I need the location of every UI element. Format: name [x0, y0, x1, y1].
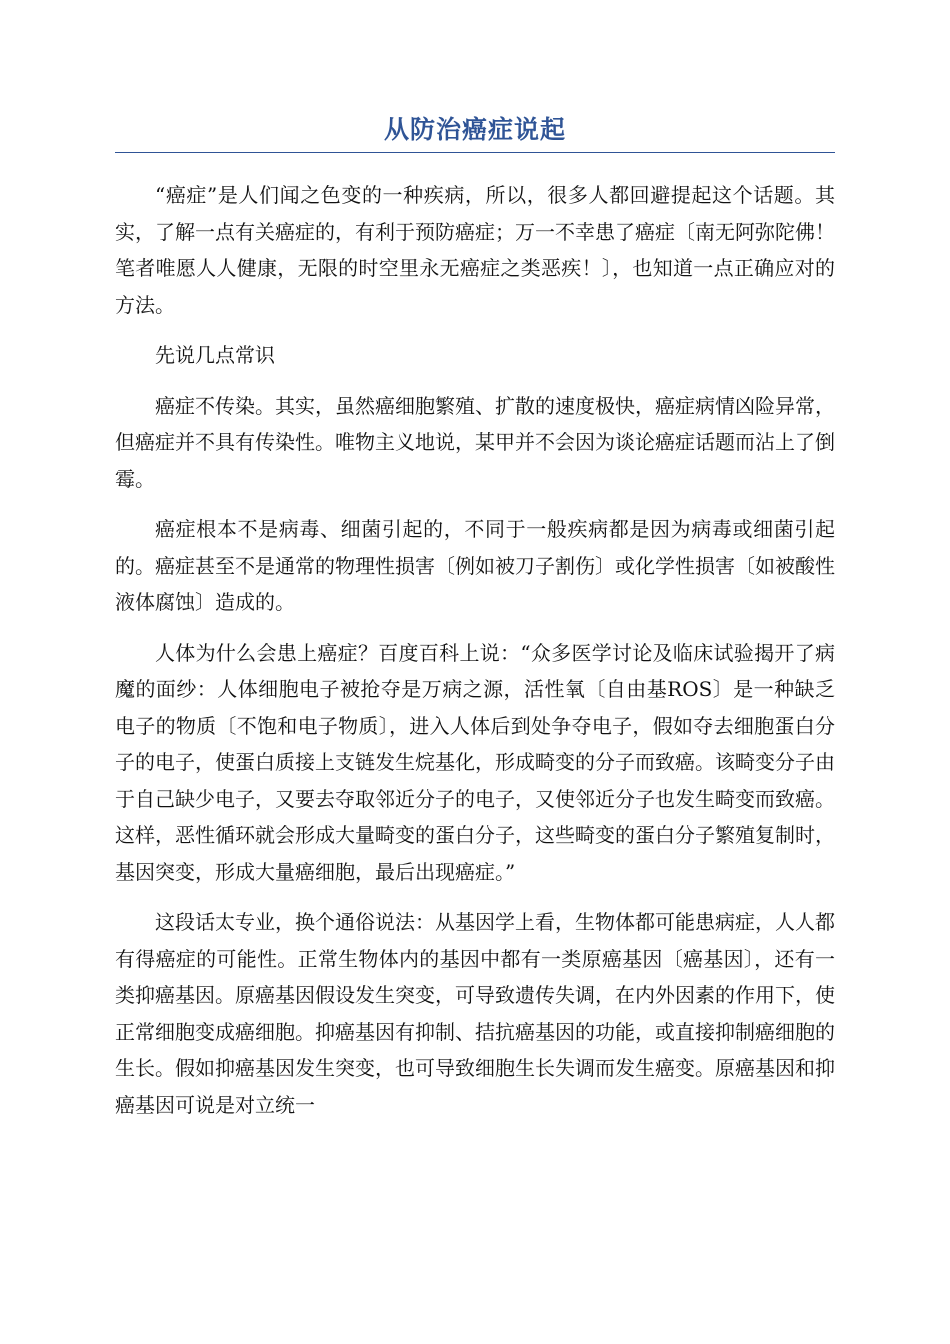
paragraph-not-virus: 癌症根本不是病毒、细菌引起的，不同于一般疾病都是因为病毒或细菌引起的。癌症甚至不是通常的物理性损害〔例如被刀子割伤〕或化学性损害〔如被酸性液体腐蚀〕造成的。: [115, 517, 835, 614]
document-page: [115, 112, 835, 1137]
paragraph-not-contagious: 癌症不传染。其实，虽然癌细胞繁殖、扩散的速度极快，癌症病情凶险异常，但癌症并不具有传染性。唯物主义地说，某甲并不会因为谈论癌症话题而沾上了倒霉。: [115, 393, 835, 491]
document-body: [115, 177, 835, 1123]
paragraph-why-cancer: 人体为什么会患上癌症？百度百科上说：“众多医学讨论及临床试验揭开了病魔的面纱：人体细胞电子被抢夺是万病之源，活性氧〔自由基ROS〕是一种缺乏电子的物质〔不饱和电子物质〕，进入人体后到处争夺电子，假如夺去细胞蛋白分子的电子，使蛋白质接上支链发生烷基化，形成畸变的分子而致癌。该畸变分子由于自己缺少电子，又要去夺取邻近分子的电子，又使邻近分子也发生畸变而致癌。这样，恶性循环就会形成大量畸变的蛋白分子，这些畸变的蛋白分子繁殖复制时，基因突变，形成大量癌细胞，最后出现癌症。”: [115, 640, 835, 884]
paragraph-intro: “癌症”是人们闻之色变的一种疾病，所以，很多人都回避提起这个话题。其实，了解一点有关癌症的，有利于预防癌症；万一不幸患了癌症〔南无阿弥陀佛！笔者唯愿人人健康，无限的时空里永无癌症之类恶疾！〕，也知道一点正确应对的方法。: [115, 183, 835, 317]
document-title: 从防治癌症说起: [115, 112, 835, 153]
paragraph-plain-explanation: 这段话太专业，换个通俗说法：从基因学上看，生物体都可能患病症，人人都有得癌症的可能性。正常生物体内的基因中都有一类原癌基因〔癌基因〕，还有一类抑癌基因。原癌基因假设发生突变，可导致遗传失调，在内外因素的作用下，使正常细胞变成癌细胞。抑癌基因有抑制、拮抗癌基因的功能，或直接抑制癌细胞的生长。假如抑癌基因发生突变，也可导致细胞生长失调而发生癌变。原癌基因和抑癌基因可说是对立统一: [115, 910, 835, 1117]
paragraph-section-heading: 先说几点常识: [155, 343, 275, 367]
